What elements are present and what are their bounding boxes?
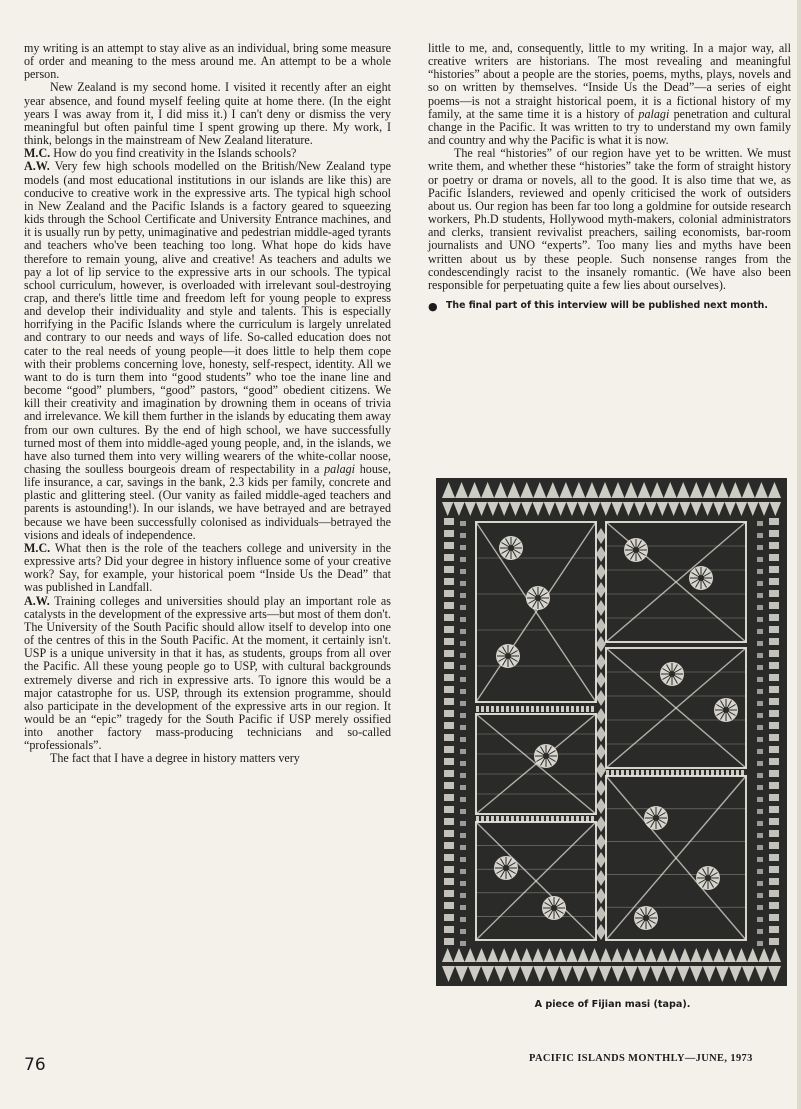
paragraph: New Zealand is my second home. I visited it recently after an eight year absence, and found myself feeling quite at home there. (In the eight years I was away from it, I did miss it.) I can't deny or dismiss the very meaningful but often painful time I spent growing up there. My work, I think, belongs in the mainstream of New Zealand literature. <box>24 80 391 148</box>
question <box>24 542 391 595</box>
bullet-icon: ● <box>428 299 438 313</box>
speaker-label: A.W. <box>24 593 50 608</box>
italic-term: palagi <box>324 462 356 476</box>
editor-note <box>428 299 791 312</box>
paragraph: The fact that I have a degree in history matters very <box>50 751 300 766</box>
right-column <box>428 42 791 312</box>
left-column <box>24 42 391 766</box>
answer-text: Training colleges and universities should play an important role as catalysts in the development of the expressive arts—but most of them don't. The University of the South Pacific should allow itself to develop into one of the centres of this in the South Pacific. At the moment, it certainly isn't. USP is a unique university in that it has, as students, groups from all over the Pacific. All these young people go to USP, with cultural backgrounds extremely diverse and rich in expressive arts. To ignore this would be a major catastrophe for us. USP, through its extension programme, should also participate in the development of the expressive arts in our region. It would be an “epic” tragedy for the South Pacific if USP merely ossified into another factory mass-producing technicians and so-called “professionals”. <box>24 593 391 753</box>
masi-pattern <box>436 478 787 986</box>
paragraph-text: penetration and cultural change in the Pacific. It was written to try to understand my own family and country and why the Pacific is what it is now. <box>428 106 791 148</box>
masi-tapa-image <box>436 478 787 986</box>
answer <box>24 160 391 542</box>
speaker-label: M.C. <box>24 540 51 555</box>
note-text: The final part of this interview will be published next month. <box>446 299 768 311</box>
page-edge <box>797 0 801 1109</box>
italic-term: palagi <box>638 106 670 121</box>
figure-caption: A piece of Fijian masi (tapa). <box>534 999 691 1010</box>
paragraph <box>428 42 791 147</box>
running-footer: PACIFIC ISLANDS MONTHLY—JUNE, 1973 <box>529 1053 753 1064</box>
page-number: 76 <box>24 1055 46 1075</box>
speaker-label: M.C. <box>24 146 51 161</box>
question-text: What then is the role of the teachers college and university in the expressive arts? Did your degree in history influence some of your creative work? Say, for example, your historical poem “Inside Us the Dead” that was published in Landfall. <box>24 540 391 595</box>
paragraph: The real “histories” of our region have yet to be written. We must write them, and whether these “histories” take the form of straight history or poetry or drama or novels, all to the good. It is also time that we, as Pacific Islanders, reviewed and openly criticised the work of outsiders about us. Our region has been far too long a goldmine for outside research workers, Ph.D students, Hollywood myth-makers, colonial administrators and clerks, transient revivalist preachers, sailing economists, bar-room journalists and UNO “experts”. Too many lies and myths have been written about us by these people. Such nonsense ranges from the condescendingly racist to the insanely romantic. (We have also been responsible for perpetuating quite a few lies about ourselves). <box>428 146 791 292</box>
answer <box>24 595 391 753</box>
paragraph: my writing is an attempt to stay alive as an individual, bring some measure of order and meaning to the mess around me. An attempt to be a whole person. <box>24 41 391 82</box>
answer-text: house, life insurance, a car, savings in the bank, 2.3 kids per family, concrete and plastic and glittering steel. (Our vanity as failed middle-aged teachers and parents is astounding!). In our islands, we have betrayed and are betrayed because we have been successfully colonised as individuals—betrayed the visions and ideals of independence. <box>24 462 391 542</box>
speaker-label: A.W. <box>24 159 50 174</box>
paragraph-text: little to me, and, consequently, little to my writing. In a major way, all creative writers are historians. The most revealing and meaningful “histories” about a people are the stories, poems, myths, plays, novels and so on written by themselves. “Inside Us the Dead”—a series of eight poems—is not a straight historical poem, it is a fictional history of my family, at the same time it is a history of <box>428 41 791 121</box>
question-text: How do you find creativity in the Islands schools? <box>53 146 297 161</box>
answer-text: Very few high schools modelled on the British/New Zealand type models (and most educational institutions in our islands are like this) are conducive to creative work in the expressive arts. The typical high school in New Zealand and the Pacific Islands is a factory geared to squeezing kids through the School Certificate and University Entrance machines, and it is usually run by petty, unimaginative and pedestrian middle-aged tyrants and teachers who've been teaching too long. What hope do kids have therefore to remain young, alive and creative! As teachers and adults we pay a lot of lip service to the expressive arts in our schools. The typical school curriculum, however, is overloaded with irrelevant soul-destroying crap, and there's little time and freedom left for young people to express and develop their individuality and style and talents. This is especially horrifying in the Pacific Islands where the curriculum is largely unrelated and contrary to our needs and ways of life. So-called education does not cater to the real needs of young people—it does little to help them cope with their problems concerning love, honesty, self-respect, identity. All we want to do is turn them into “good students” who toe the inane line and become “good” plumbers, “good” pastors, “good” obedient citizens. We kill their creativity and imagination by drowning them in oceans of trivia and irrelevance. We kill them further in the islands by educating them away from our own cultures. By the end of high school, we have successfully turned most of them into middle-aged young people, and, in the islands, we have also turned them into very willing wearers of the white-collar noose, chasing the soulless bourgeois dream of respectability in a <box>24 159 391 476</box>
